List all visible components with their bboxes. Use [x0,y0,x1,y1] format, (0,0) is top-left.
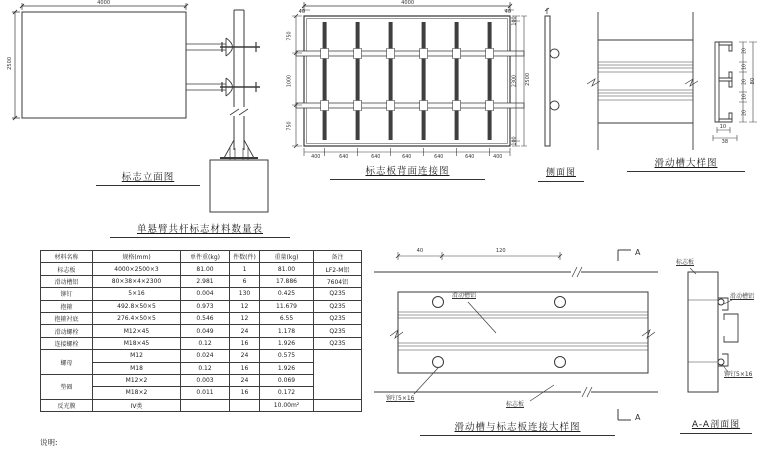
dim-label: 20 [741,78,748,86]
table-row [41,325,362,337]
figure-title-connection-detail: 滑动槽与标志板连接大样图 [420,422,615,436]
table-cell: IV类 [93,399,181,411]
table-row [41,374,362,386]
dim-label: 640 [370,153,380,160]
mount-bolt-circle [550,49,559,58]
table-cell: 80×38×4×2300 [93,275,181,287]
table-cell: 滑动槽铝 [41,275,93,287]
dim-chain-profile [740,42,750,122]
section-mark-top [618,250,631,261]
groove-band [390,292,655,373]
dim-label: 640 [465,153,475,160]
table-cell: 0.024 [181,350,230,362]
table-cell: M18×2 [93,387,181,399]
table-header-cell: 重量(kg) [260,251,314,263]
table-cell: 滑动螺栓 [41,325,93,337]
dim-label: 20 [741,48,748,55]
figure-title-aa-section: A-A剖面图 [680,420,752,434]
table-cell: 1.926 [260,362,314,374]
table-cell: 24 [230,325,260,337]
table-cell: 12 [230,312,260,324]
table-cell: 垫圈 [41,374,93,399]
table-row [41,263,362,275]
table-cell: 16 [230,337,260,349]
table-row [41,350,362,362]
label-groove: 滑动槽铝 [452,292,477,299]
label-rivet: 铆钉5×16 [724,371,753,378]
table-cell: 16 [230,362,260,374]
dim-label-width: 4000 [97,0,111,6]
table-row [41,275,362,287]
table-cell: 反光膜 [41,399,93,411]
table-cell: 4000×2500×3 [93,263,181,275]
board-edge [545,16,550,146]
table-cell: 17.886 [260,275,314,287]
dim-chain-bottom [304,153,510,161]
table-cell: 24 [230,350,260,362]
table-cell: M12 [93,350,181,362]
dim-label: 10 [741,94,748,101]
table-cell: 0.011 [181,387,230,399]
table-cell: Q235 [314,325,362,337]
table-cell: 81.00 [260,263,314,275]
foundation-outline [210,160,268,212]
board-outline [304,16,510,146]
table-cell: 6 [230,275,260,287]
dim-label-top: 4000 [401,0,415,6]
mount-bolt-circle [550,101,559,110]
table-cell: 130 [230,288,260,300]
table-header-cell: 单件重(kg) [181,251,230,263]
table-cell [181,399,230,411]
table-title: 单悬臂共杆标志材料数量表 [110,224,290,238]
table-cell: 0.003 [181,374,230,386]
table-cell: 7604铝 [314,275,362,287]
table-cell: 0.049 [181,325,230,337]
dim-chain-right-inner [510,16,520,146]
table-cell: M12×45 [93,325,181,337]
label-groove: 滑动槽铝 [730,293,755,300]
table-cell: 1.926 [260,337,314,349]
dim-label: 640 [339,153,349,160]
dim-chain-left [285,16,295,146]
table-cell: 0.12 [181,362,230,374]
table-header-cell: 材料名称 [41,251,93,263]
board-section [587,12,698,150]
dim-label-bottom-inner: 10 [719,123,727,130]
dim-label: 2300 [511,74,518,88]
channel-profile [718,298,738,366]
figure-title-side-view: 侧面图 [538,168,584,182]
table-cell: 0.575 [260,350,314,362]
board-section [688,272,718,392]
section-mark-bottom [618,409,631,420]
table-header-row [41,251,362,263]
table-cell: 81.00 [181,263,230,275]
table-cell: Q235 [314,288,362,300]
dim-label: 20 [741,109,748,116]
material-table [40,250,361,412]
sign-board-outline [22,12,186,118]
dim-label: 1000 [286,74,293,88]
dim-label: 750 [286,31,293,41]
table-cell: 0.546 [181,312,230,324]
section-letter-bottom: A [635,413,641,422]
table-cell: M18 [93,362,181,374]
dim-label-profile-total: 80 [749,77,756,85]
label-board: 标志板 [676,259,695,266]
figure-groove-detail [585,0,760,185]
dim-label: 100 [511,16,518,26]
figure-connection-detail [368,244,668,444]
figure-title-elevation: 标志立面图 [96,172,200,186]
table-cell: 16 [230,387,260,399]
table-cell: 0.004 [181,288,230,300]
dim-label: 100 [511,136,518,146]
leader-board [530,385,554,401]
table-cell: 492.8×50×5 [93,300,181,312]
table-cell: Q235 [314,312,362,324]
table-cell: 0.973 [181,300,230,312]
material-table-grid [40,250,362,412]
table-cell: 2.981 [181,275,230,287]
table-row [41,312,362,324]
table-cell: 12 [230,300,260,312]
connection-detail-drawing [368,244,668,444]
table-row [41,300,362,312]
table-cell: Q235 [314,300,362,312]
table-header-cell: 件数(件) [230,251,260,263]
table-cell: LF2-M铝 [314,263,362,275]
dim-label: 10 [741,63,748,70]
dim-label-corner-left: 40 [298,8,306,15]
table-cell: M18×45 [93,337,181,349]
table-header-cell: 规格(mm) [93,251,181,263]
dim-label: 640 [433,153,444,160]
dim-label: 750 [286,121,293,131]
figure-sign-elevation [8,0,280,218]
table-cell: 6.55 [260,312,314,324]
table-cell: 5×16 [93,288,181,300]
dim-label: 640 [402,153,412,160]
dim-label: 400 [493,153,503,160]
break-mark [685,79,698,86]
table-cell: 标志板 [41,263,93,275]
pole [230,10,248,150]
table-cell: 1 [230,263,260,275]
table-cell: 铆钉 [41,288,93,300]
figure-title-back-connection: 标志板背面连接图 [330,166,485,180]
section-letter-top: A [635,248,641,257]
channel-profile [715,42,732,122]
table-cell [314,350,362,400]
dim-label-height: 2500 [6,56,13,70]
figure-aa-section [672,244,760,444]
dim-line [12,12,20,118]
table-cell: 10.00m² [260,399,314,411]
notes-label: 说明: [40,438,58,447]
table-row [41,337,362,349]
table-cell [230,399,260,411]
dim-label-left: 40 [416,247,424,254]
dim-label-corner-right: 40 [504,8,512,15]
table-cell: 0.425 [260,288,314,300]
table-cell: 抱箍 [41,300,93,312]
table-cell: 0.069 [260,374,314,386]
dim-label-bottom-outer: 38 [721,138,729,145]
dim-label-right: 120 [496,247,506,254]
table-cell: 11.679 [260,300,314,312]
table-cell: 276.4×50×5 [93,312,181,324]
table-cell [314,399,362,411]
table-cell: Q235 [314,337,362,349]
table-row [41,288,362,300]
table-cell: 24 [230,374,260,386]
figure-back-connection [288,0,533,190]
table-cell: 抱箍衬底 [41,312,93,324]
mounting-arms [186,38,260,96]
back-connection-drawing [288,0,533,190]
table-row [41,399,362,411]
label-rivet: 铆钉5×16 [386,395,415,402]
label-board: 标志板 [506,401,525,408]
figure-title-groove-detail: 滑动槽大样图 [627,158,745,172]
table-header-cell: 备注 [314,251,362,263]
table-cell: M12×2 [93,374,181,386]
table-cell: 0.172 [260,387,314,399]
aa-section-drawing [672,244,760,444]
table-cell: 1.178 [260,325,314,337]
dim-label: 400 [311,153,321,160]
dim-label-right-outer: 2500 [524,72,531,86]
table-cell: 螺母 [41,350,93,375]
table-cell: 连接螺栓 [41,337,93,349]
table-cell: 0.12 [181,337,230,349]
